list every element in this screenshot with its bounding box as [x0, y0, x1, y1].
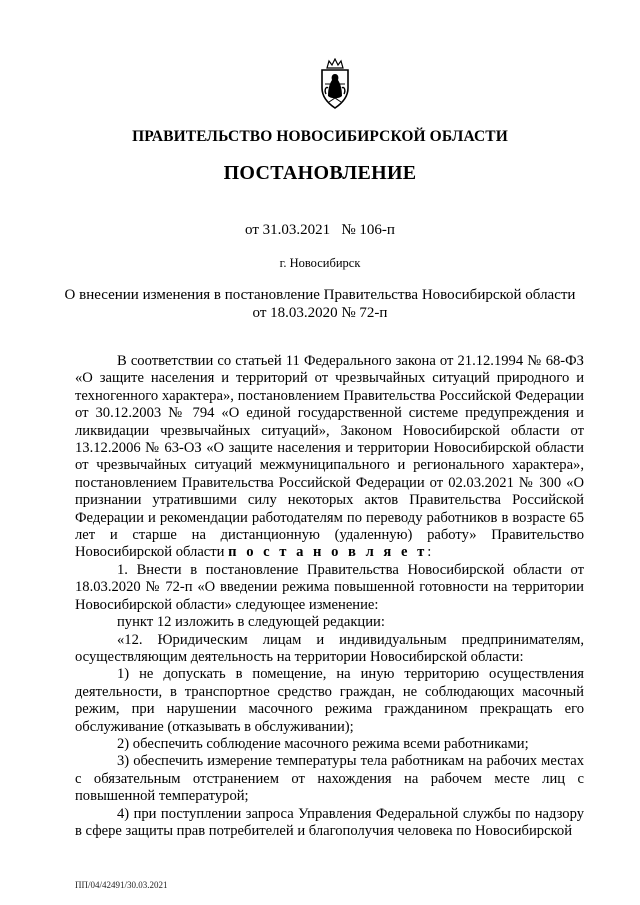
- paragraph-7: 4) при поступлении запроса Управления Федеральной службы по надзору в сфере защиты прав потребителей и благополучия человека по Новосибирской: [75, 805, 584, 839]
- paragraph-3: «12. Юридическим лицам и индивидуальным предпринимателям, осуществляющим деятельность на территории Новосибирской области:: [75, 631, 584, 665]
- paragraph-6: 3) обеспечить измерение температуры тела работникам на рабочих местах с обязательным отстранением от нахождения на рабочем месте лиц с повышенной температурой;: [75, 753, 584, 805]
- preamble-paragraph: [75, 353, 584, 562]
- paragraph-2: пункт 12 изложить в следующей редакции:: [117, 614, 385, 631]
- resolves-word: п о с т а н о в л я е т: [228, 544, 428, 561]
- paragraph-4: 1) не допускать в помещение, на иную территорию осуществления деятельности, в транспортное средство граждан, не соблюдающих масочный режим, при нарушении масочного режима гражданином прекращать его обслуживание (отказывать в обслуживании);: [75, 666, 584, 735]
- paragraph-1: 1. Внести в постановление Правительства Новосибирской области от 18.03.2020 № 72-п «О введении режима повышенной готовности на территории Новосибирской области» следующее изменение:: [75, 561, 584, 613]
- paragraph-5: 2) обеспечить соблюдение масочного режима всеми работниками;: [117, 735, 529, 752]
- preamble-text: В соответствии со статьей 11 Федерального закона от 21.12.1994 № 68-ФЗ «О защите населения и территорий от чрезвычайных ситуаций природного и техногенного характера», постановлением Правительства Российской Федерации от 30.12.2003 № 794 «О единой государственной системе предупреждения и ликвидации чрезвычайных ситуаций», Законом Новосибирской области от 13.12.2006 № 63-ОЗ «О защите населения и территории Новосибирской области от чрезвычайных ситуаций межмуниципального и регионального характера», постановлением Правительства Российской Федерации от 02.03.2021 № 300 «О признании утратившими силу некоторых актов Правительства Российской Федерации и рекомендации работодателям по переводу работников в возрасте 65 лет и старше на дистанционную (удаленную) работу» Правительство Новосибирской области: [75, 353, 584, 561]
- date-number-line: [0, 222, 640, 239]
- document-type-title: ПОСТАНОВЛЕНИЕ: [223, 162, 417, 184]
- organization-name: ПРАВИТЕЛЬСТВО НОВОСИБИРСКОЙ ОБЛАСТИ: [132, 128, 508, 145]
- resolves-colon: :: [427, 544, 432, 561]
- subject-line-1: О внесении изменения в постановление Правительства Новосибирской области: [64, 287, 576, 303]
- document-number: № 106-п: [341, 222, 395, 238]
- document-date: от 31.03.2021: [245, 222, 331, 238]
- subject-line-2: от 18.03.2020 № 72-п: [252, 304, 388, 321]
- city-name: г. Новосибирск: [279, 256, 361, 270]
- document-subject: [60, 287, 580, 322]
- coat-of-arms-icon: [317, 58, 353, 110]
- document-body: [75, 353, 584, 840]
- footer-document-code: ПП/04/42491/30.03.2021: [75, 880, 168, 890]
